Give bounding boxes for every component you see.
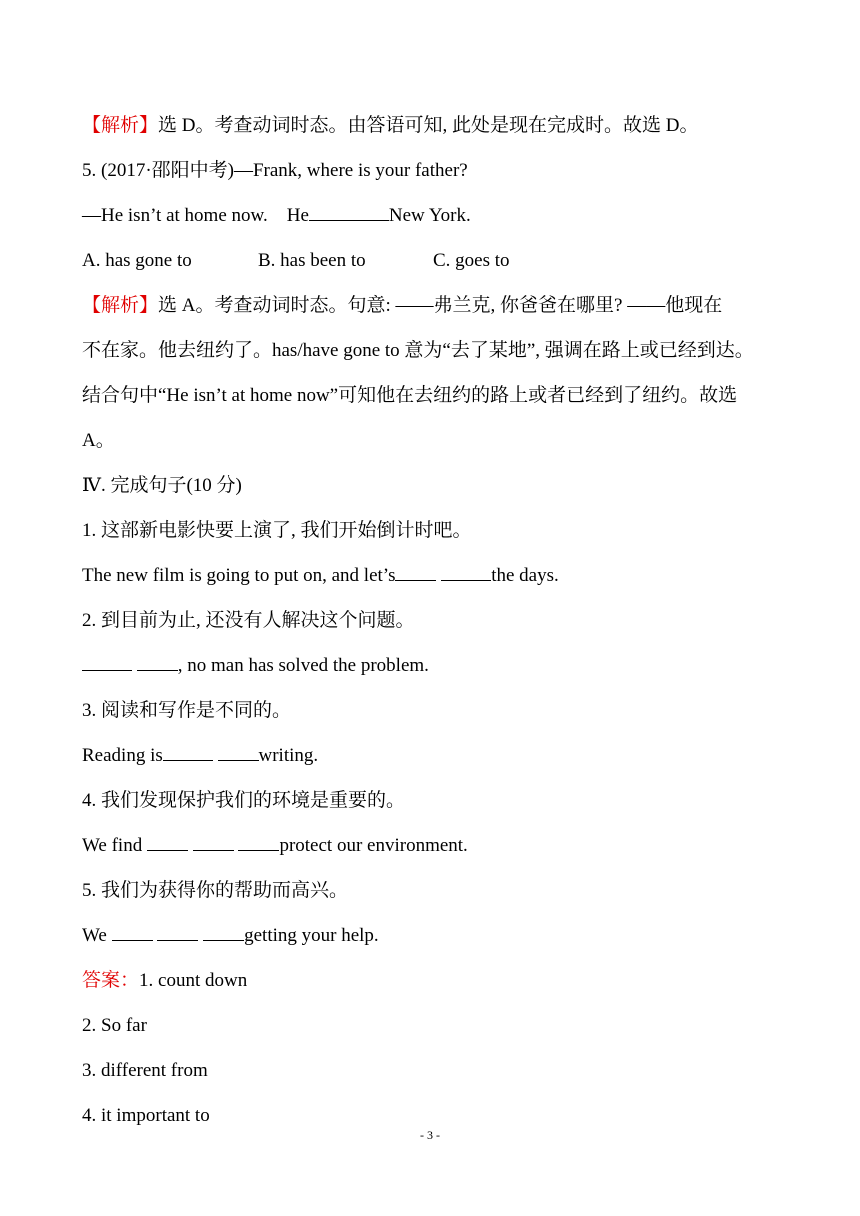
item-4-text-before: We find [82, 835, 147, 856]
answer-blank [193, 830, 234, 851]
item-5-text-after: getting your help. [244, 925, 379, 946]
answer-4: 4. it important to [82, 1105, 210, 1126]
answer-blank [112, 920, 153, 941]
option-a: A. has gone to [82, 250, 192, 271]
answer-blank [203, 920, 244, 941]
answer-tag: 答案： [82, 970, 140, 991]
item-5-chinese: 5. 我们为获得你的帮助而高兴。 [82, 880, 349, 901]
item-3-english [82, 740, 782, 785]
item-1-chinese: 1. 这部新电影快要上演了, 我们开始倒计时吧。 [82, 520, 472, 541]
item-4-text-after: protect our environment. [279, 835, 468, 856]
answer-1: 1. count down [139, 970, 248, 991]
item-3-text-after: writing. [258, 745, 319, 766]
item-1-text-before: The new film is going to put on, and let’s [82, 565, 396, 586]
answer-3: 3. different from [82, 1060, 208, 1081]
answer-blank [163, 740, 213, 761]
answer-blank [147, 830, 188, 851]
q4-analysis-line [82, 110, 782, 155]
q5-answer-line [82, 200, 782, 245]
analysis-text: 选 A。考查动词时态。句意: ——弗兰克, 你爸爸在哪里? ——他现在 [158, 295, 723, 316]
answer-blank [218, 740, 259, 761]
answer-blank [238, 830, 279, 851]
answer-blank [157, 920, 198, 941]
analysis-text: 选 D。考查动词时态。由答语可知, 此处是现在完成时。故选 D。 [158, 115, 699, 136]
item-5-english [82, 920, 782, 965]
item-3-chinese: 3. 阅读和写作是不同的。 [82, 700, 292, 721]
item-5-text-before: We [82, 925, 112, 946]
answer-blank [395, 560, 436, 581]
item-2-text-after: , no man has solved the problem. [177, 655, 429, 676]
answer-blank [82, 650, 132, 671]
answer-2: 2. So far [82, 1015, 147, 1036]
section-heading: Ⅳ. 完成句子(10 分) [82, 475, 242, 496]
analysis-tag: 【解析】 [82, 295, 159, 316]
q5-analysis-line-2: 不在家。他去纽约了。has/have gone to 意为“去了某地”, 强调在路上或已经到达。 [82, 340, 754, 361]
option-c: C. goes to [433, 250, 510, 271]
answer-blank [441, 560, 491, 581]
item-2-chinese: 2. 到目前为止, 还没有人解决这个问题。 [82, 610, 415, 631]
item-4-english [82, 830, 782, 875]
item-3-text-before: Reading is [82, 745, 163, 766]
answer-blank [137, 650, 178, 671]
q5-analysis-line-3: 结合句中“He isn’t at home now”可知他在去纽约的路上或者已经到了纽约。故选 [82, 385, 738, 406]
page-number: - 3 - [420, 1128, 440, 1142]
q5-options [82, 245, 782, 290]
q5-stem: 5. (2017·邵阳中考)—Frank, where is your father? [82, 160, 468, 181]
q5-analysis-line-4: A。 [82, 430, 115, 451]
item-1-english [82, 560, 782, 605]
item-2-english [82, 650, 782, 695]
option-b: B. has been to [258, 250, 366, 271]
answer-line-1 [82, 965, 782, 1010]
answer-blank [309, 200, 389, 221]
analysis-tag: 【解析】 [82, 115, 159, 136]
item-4-chinese: 4. 我们发现保护我们的环境是重要的。 [82, 790, 406, 811]
q5-answer-after: New York. [388, 205, 471, 226]
item-1-text-after: the days. [491, 565, 559, 586]
document-page [82, 110, 782, 1145]
q5-analysis-line-1 [82, 290, 782, 335]
q5-answer-before: —He isn’t at home now. He [82, 205, 309, 226]
